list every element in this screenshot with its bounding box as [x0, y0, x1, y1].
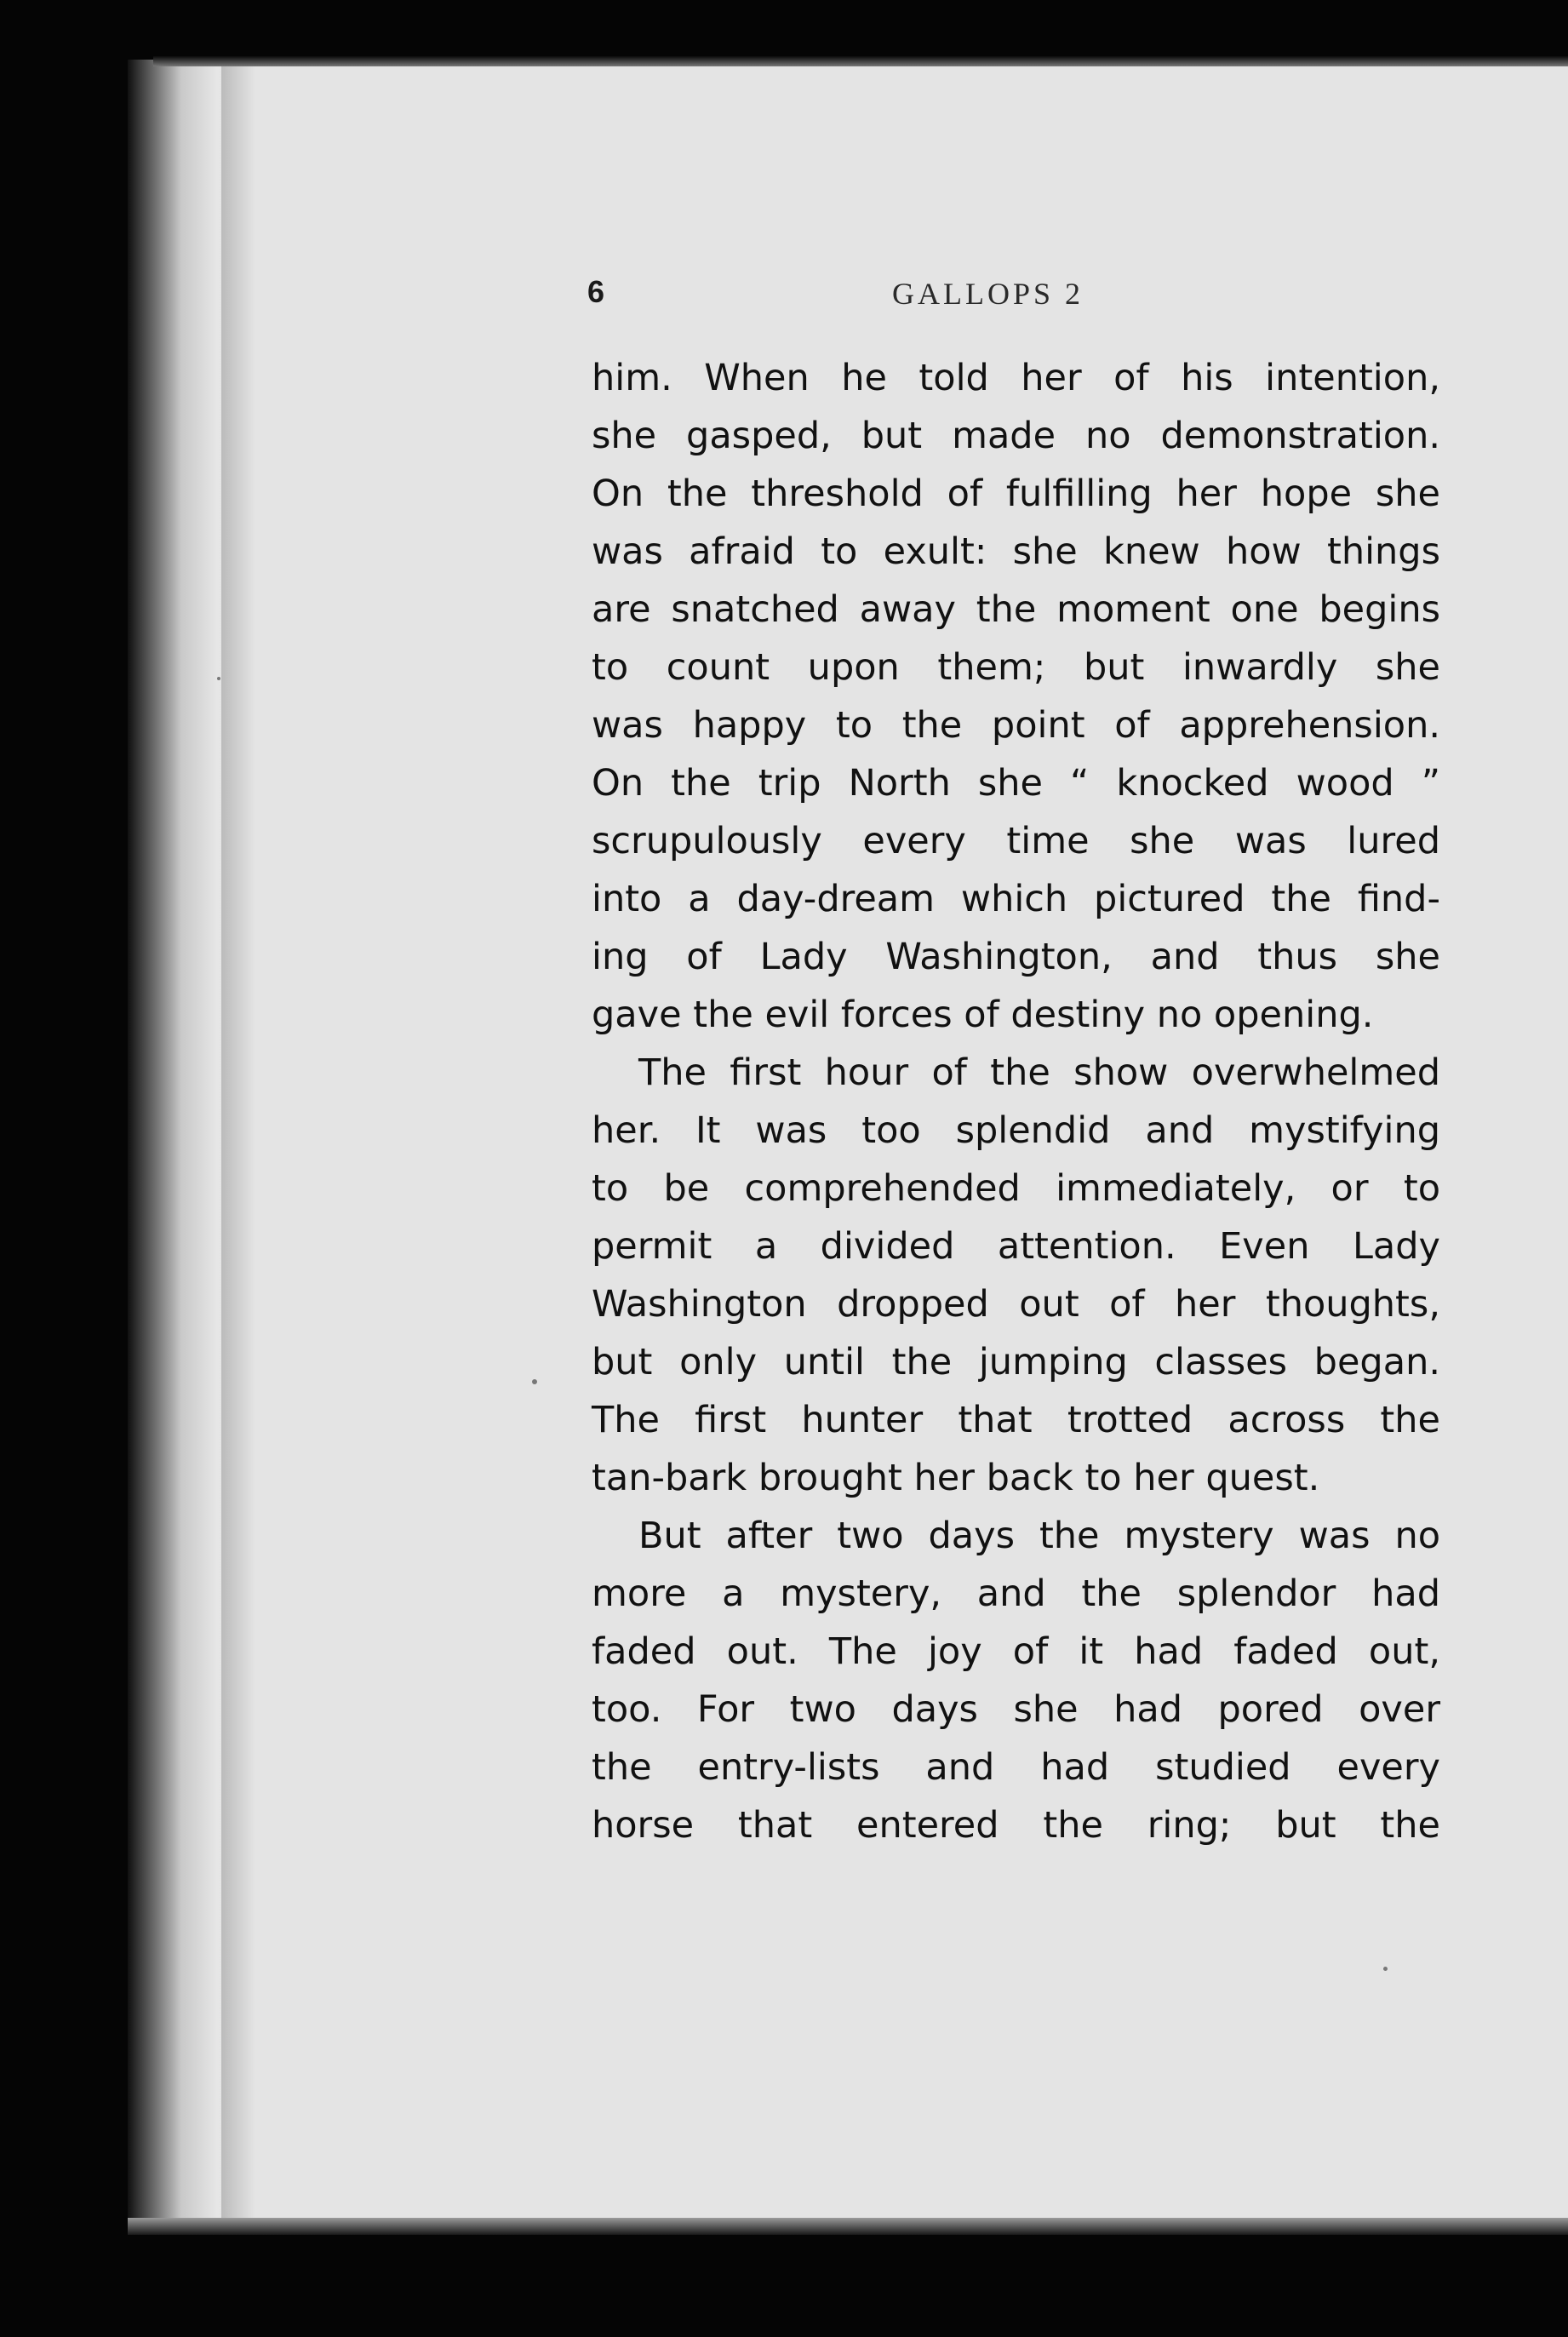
scan-speck [217, 677, 220, 680]
text-line: but only until the jumping classes began. [592, 1341, 1440, 1383]
text-line: are snatched away the moment one begins [592, 588, 1440, 631]
text-line: faded out. The joy of it had faded out, [592, 1630, 1440, 1673]
running-title: GALLOPS 2 [892, 277, 1084, 311]
text-line: permit a divided attention. Even Lady [592, 1225, 1440, 1268]
text-line: was happy to the point of apprehension. [592, 704, 1440, 747]
text-line: too. For two days she had pored over [592, 1688, 1440, 1731]
text-line: The first hunter that trotted across the [592, 1399, 1440, 1441]
text-line: she gasped, but made no demonstration. [592, 415, 1440, 457]
text-line: On the threshold of fulfilling her hope she [592, 473, 1440, 515]
text-line: to count upon them; but inwardly she [592, 646, 1440, 689]
text-line: tan-bark brought her back to her quest. [592, 1457, 1320, 1499]
text-line: more a mystery, and the splendor had [592, 1572, 1440, 1615]
text-line: scrupulously every time she was lured [592, 820, 1440, 862]
body-text [592, 349, 1440, 1854]
text-line: was afraid to exult: she knew how things [592, 530, 1440, 573]
page-gutter-shadow [221, 66, 255, 2222]
scan-speck [1383, 1967, 1388, 1971]
text-line: into a day-dream which pictured the find- [592, 878, 1440, 920]
text-line: her. It was too splendid and mystifying [592, 1109, 1440, 1152]
page-top-edge [153, 56, 1568, 66]
text-line: him. When he told her of his intention, [592, 357, 1440, 399]
text-line: On the trip North she “ knocked wood ” [592, 762, 1440, 805]
text-line: But after two days the mystery was no [638, 1515, 1440, 1557]
text-line: The first hour of the show overwhelmed [638, 1051, 1440, 1094]
text-line: to be comprehended immediately, or to [592, 1167, 1440, 1210]
text-line: ing of Lady Washington, and thus she [592, 936, 1440, 978]
scan-speck [532, 1379, 537, 1384]
text-line: gave the evil forces of destiny no opening. [592, 994, 1374, 1036]
page-bottom-edge [128, 2218, 1568, 2235]
text-line: horse that entered the ring; but the [592, 1804, 1440, 1847]
page-number: 6 [587, 274, 605, 309]
text-line: the entry-lists and had studied every [592, 1746, 1440, 1789]
page-header [587, 274, 1132, 325]
text-line: Washington dropped out of her thoughts, [592, 1283, 1440, 1326]
